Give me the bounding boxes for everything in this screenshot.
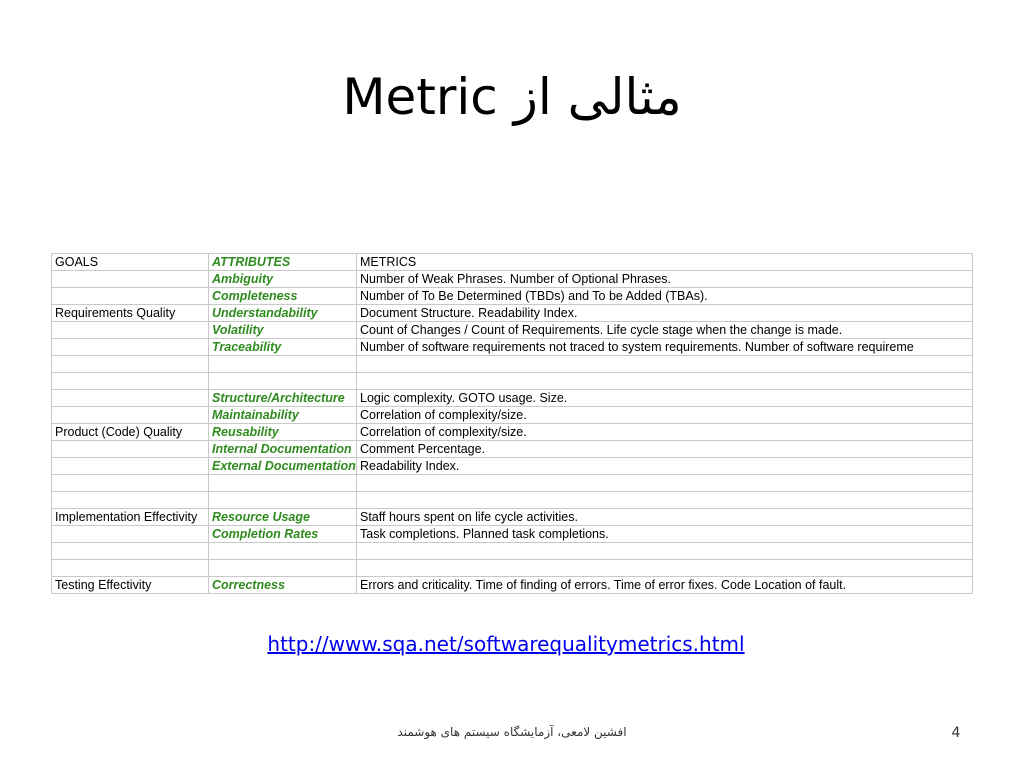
metric-cell: Document Structure. Readability Index.: [357, 305, 973, 322]
attribute-cell: Maintainability: [209, 407, 357, 424]
metric-cell: [357, 492, 973, 509]
table-row: [52, 441, 973, 458]
metric-cell: [357, 356, 973, 373]
goal-cell: [52, 526, 209, 543]
table-row: [52, 458, 973, 475]
goal-cell: [52, 492, 209, 509]
table-row: [52, 407, 973, 424]
table-row: [52, 305, 973, 322]
goal-header: GOALS: [52, 254, 209, 271]
table-row: [52, 492, 973, 509]
metric-cell: Count of Changes / Count of Requirements. Life cycle stage when the change is made.: [357, 322, 973, 339]
goal-cell: Testing Effectivity: [52, 577, 209, 594]
table-header-row: [52, 254, 973, 271]
attribute-cell: Reusability: [209, 424, 357, 441]
goal-cell: [52, 271, 209, 288]
attribute-cell: [209, 475, 357, 492]
goal-cell: Product (Code) Quality: [52, 424, 209, 441]
metric-header: METRICS: [357, 254, 973, 271]
metric-cell: Readability Index.: [357, 458, 973, 475]
goal-cell: [52, 560, 209, 577]
attribute-cell: Completion Rates: [209, 526, 357, 543]
metrics-table-body: [52, 254, 973, 594]
metric-cell: Number of Weak Phrases. Number of Optional Phrases.: [357, 271, 973, 288]
table-row: [52, 390, 973, 407]
goal-cell: [52, 356, 209, 373]
attribute-cell: Completeness: [209, 288, 357, 305]
metric-cell: [357, 475, 973, 492]
goal-cell: [52, 390, 209, 407]
metric-cell: Errors and criticality. Time of finding of errors. Time of error fixes. Code Location of fault.: [357, 577, 973, 594]
attribute-cell: [209, 543, 357, 560]
table-row: [52, 356, 973, 373]
table-row: [52, 271, 973, 288]
metric-cell: Correlation of complexity/size.: [357, 407, 973, 424]
goal-cell: [52, 339, 209, 356]
table-row: [52, 526, 973, 543]
metric-cell: Number of To Be Determined (TBDs) and To be Added (TBAs).: [357, 288, 973, 305]
goal-cell: [52, 407, 209, 424]
page-number: 4: [951, 725, 961, 741]
metric-cell: Task completions. Planned task completions.: [357, 526, 973, 543]
metric-cell: Logic complexity. GOTO usage. Size.: [357, 390, 973, 407]
goal-cell: [52, 475, 209, 492]
goal-cell: [52, 441, 209, 458]
footer-text: افشین لامعی، آزمایشگاه سیستم های هوشمند: [397, 725, 627, 739]
table-row: [52, 475, 973, 492]
attribute-cell: Volatility: [209, 322, 357, 339]
table-row: [52, 560, 973, 577]
goal-cell: [52, 543, 209, 560]
table-row: [52, 288, 973, 305]
metric-cell: Number of software requirements not traced to system requirements. Number of software requireme: [357, 339, 973, 356]
source-link[interactable]: http://www.sqa.net/softwarequalitymetrics.html: [267, 632, 745, 656]
attribute-cell: [209, 492, 357, 509]
goal-cell: [52, 458, 209, 475]
table-row: [52, 322, 973, 339]
attribute-cell: [209, 560, 357, 577]
attribute-cell: External Documentation: [209, 458, 357, 475]
goal-cell: [52, 322, 209, 339]
table-row: [52, 339, 973, 356]
attribute-cell: Correctness: [209, 577, 357, 594]
table-row: [52, 577, 973, 594]
slide-title: مثالی از Metric: [342, 68, 682, 126]
attribute-cell: [209, 356, 357, 373]
attribute-cell: Understandability: [209, 305, 357, 322]
goal-cell: Requirements Quality: [52, 305, 209, 322]
metric-cell: [357, 543, 973, 560]
attribute-header: ATTRIBUTES: [209, 254, 357, 271]
attribute-cell: Ambiguity: [209, 271, 357, 288]
attribute-cell: [209, 373, 357, 390]
table-row: [52, 509, 973, 526]
goal-cell: Implementation Effectivity: [52, 509, 209, 526]
metric-cell: Correlation of complexity/size.: [357, 424, 973, 441]
table-row: [52, 424, 973, 441]
table-row: [52, 373, 973, 390]
table-row: [52, 543, 973, 560]
goal-cell: [52, 373, 209, 390]
attribute-cell: Internal Documentation: [209, 441, 357, 458]
metric-cell: [357, 373, 973, 390]
metrics-table: [51, 253, 973, 594]
metric-cell: Staff hours spent on life cycle activities.: [357, 509, 973, 526]
metric-cell: Comment Percentage.: [357, 441, 973, 458]
attribute-cell: Structure/Architecture: [209, 390, 357, 407]
goal-cell: [52, 288, 209, 305]
attribute-cell: Traceability: [209, 339, 357, 356]
attribute-cell: Resource Usage: [209, 509, 357, 526]
metric-cell: [357, 560, 973, 577]
